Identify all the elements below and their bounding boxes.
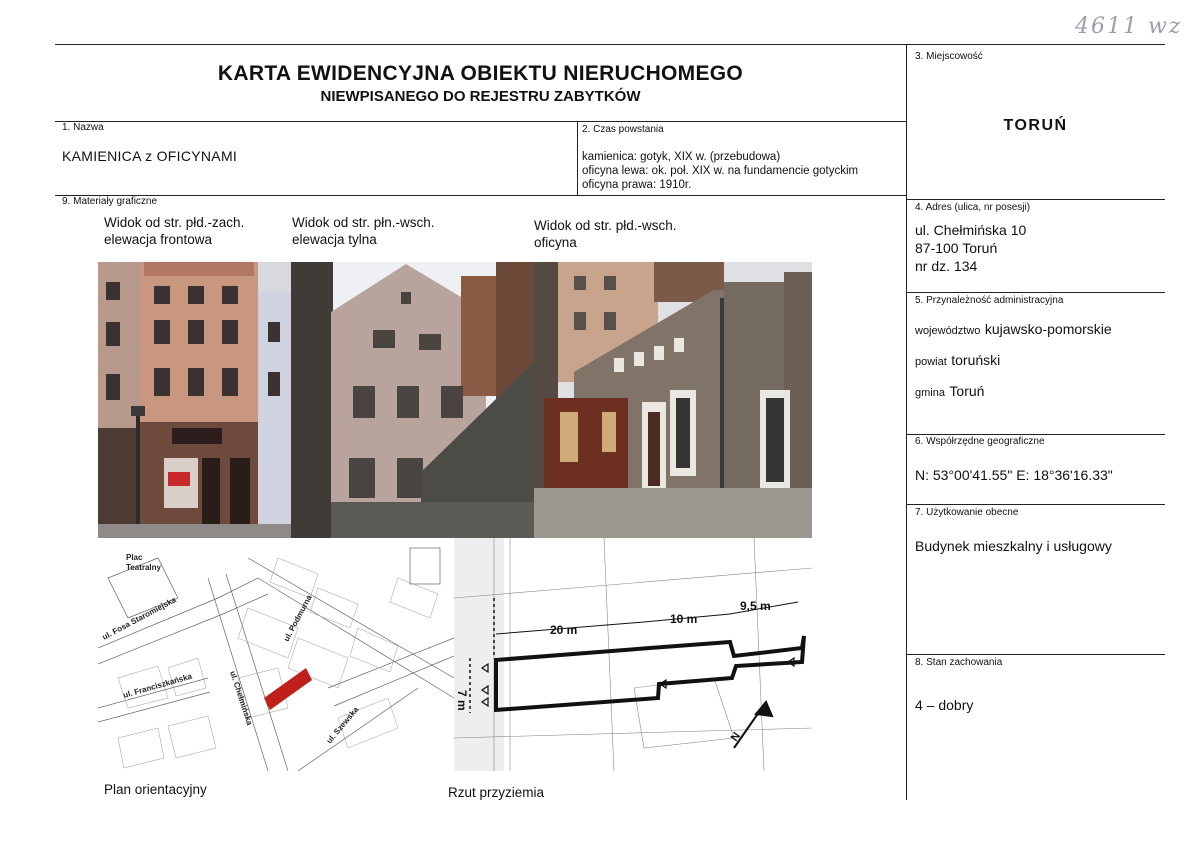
floor-dim-9-5m: 9,5 m	[740, 599, 771, 613]
floor-dim-7m: 7 m	[455, 690, 469, 711]
commune-prefix: gmina	[915, 387, 945, 399]
usage-label: 7. Użytkowanie obecne	[915, 507, 1019, 518]
map-label-podmurna: ul. Podmurna	[281, 593, 314, 643]
top-rule	[55, 44, 1165, 45]
photo3-caption-1: Widok od str. płd.-wsch.	[534, 218, 677, 233]
map-label-szewska: ul. Szewska	[324, 705, 361, 746]
address-label: 4. Adres (ulica, nr posesji)	[915, 202, 1031, 213]
period-line-1: kamienica: gotyk, XIX w. (przebudowa)	[582, 151, 781, 163]
commune-value: Toruń	[949, 383, 985, 399]
rule-after-locality	[906, 199, 1165, 200]
map-label-franciszkanska: ul. Franciszkańska	[122, 671, 193, 700]
address-line-2: 87-100 Toruń	[915, 240, 998, 256]
photo1-caption-2: elewacja frontowa	[104, 232, 213, 247]
commune-row	[915, 383, 984, 401]
floor-dim-20m: 20 m	[550, 623, 578, 637]
period-line-2: oficyna lewa: ok. poł. XIX w. na fundamencie gotyckim	[582, 165, 859, 177]
name-label: 1. Nazwa	[62, 122, 104, 133]
floor-dim-10m: 10 m	[670, 612, 698, 626]
orientation-map	[98, 538, 454, 771]
usage-value: Budynek mieszkalny i usługowy	[915, 538, 1112, 554]
map-label-teatralny: Teatralny	[126, 563, 161, 572]
photo-outbuilding	[534, 262, 812, 538]
right-column-divider	[906, 44, 907, 800]
rule-after-name	[55, 195, 906, 196]
north-arrow-label: N	[728, 730, 744, 744]
map-label-fosa: ul. Fosa Staromiejska	[100, 595, 178, 642]
voivodeship-row	[915, 321, 1112, 339]
map-label-plac: Plac	[126, 553, 143, 562]
page-subtitle: NIEWPISANEGO DO REJESTRU ZABYTKÓW	[320, 88, 641, 105]
locality-label: 3. Miejscowość	[915, 51, 983, 62]
address-line-1: ul. Chełmińska 10	[915, 222, 1027, 238]
name-period-divider	[577, 121, 578, 195]
rule-after-usage	[906, 654, 1165, 655]
graphics-label: 9. Materiały graficzne	[62, 196, 158, 207]
locality-value: TORUŃ	[1003, 117, 1068, 134]
county-row	[915, 352, 1000, 370]
photo-rear-facade	[291, 262, 534, 538]
voivodeship-value: kujawsko-pomorskie	[984, 321, 1112, 337]
rule-after-coords	[906, 504, 1165, 505]
floor-caption: Rzut przyziemia	[448, 785, 545, 800]
coords-value: N: 53°00'41.55" E: 18°36'16.33"	[915, 467, 1113, 483]
map-label-chelminska: ul. Chełmińska	[228, 669, 255, 727]
plan-caption: Plan orientacyjny	[104, 782, 207, 797]
ground-floor-plan	[454, 538, 812, 771]
page-title: KARTA EWIDENCYJNA OBIEKTU NIERUCHOMEGO	[217, 62, 744, 85]
voivodeship-prefix: województwo	[915, 325, 981, 337]
photo2-caption-1: Widok od str. płn.-wsch.	[292, 215, 435, 230]
county-value: toruński	[951, 352, 1001, 368]
admin-label: 5. Przynależność administracyjna	[915, 295, 1064, 306]
photo3-caption-2: oficyna	[534, 235, 577, 250]
rule-after-title	[55, 121, 906, 122]
photo2-caption-2: elewacja tylna	[292, 232, 377, 247]
coords-label: 6. Współrzędne geograficzne	[915, 436, 1045, 447]
photo1-caption-1: Widok od str. płd.-zach.	[104, 215, 245, 230]
condition-label: 8. Stan zachowania	[915, 657, 1003, 668]
period-line-3: oficyna prawa: 1910r.	[582, 179, 692, 191]
rule-after-admin	[906, 434, 1165, 435]
handwritten-note: 4611 wz	[1075, 14, 1183, 39]
period-label: 2. Czas powstania	[582, 124, 664, 135]
condition-value: 4 – dobry	[915, 697, 974, 713]
photo-front-facade	[98, 262, 291, 538]
rule-after-address	[906, 292, 1165, 293]
name-value: KAMIENICA z OFICYNAMI	[62, 148, 238, 164]
address-line-3: nr dz. 134	[915, 258, 978, 274]
county-prefix: powiat	[915, 356, 947, 368]
